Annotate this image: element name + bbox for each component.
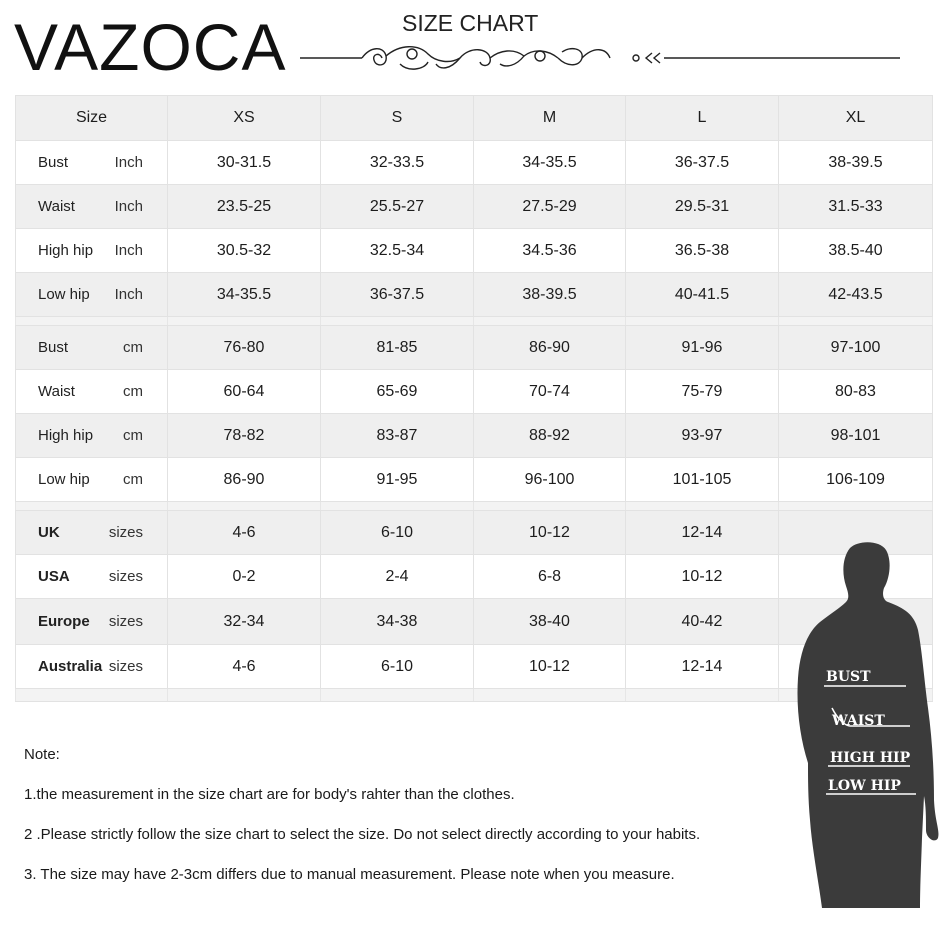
table-cell: 101-105 [626,458,779,502]
table-cell: 34-35.5 [474,141,626,185]
table-row [16,273,933,317]
table-cell: 30-31.5 [168,141,321,185]
table-cell: 6-8 [474,555,626,599]
size-l-header: L [626,96,779,141]
table-cell: 106-109 [779,458,933,502]
unit-label: sizes [108,613,143,630]
note-line-2: 2 .Please strictly follow the size chart to select the size. Do not select directly according to your habits. [24,826,701,843]
table-cell: 86-90 [168,458,321,502]
unit-label: sizes [108,658,143,675]
table-cell: 38-40 [474,599,626,645]
table-row [16,185,933,229]
measure-label: Low hip [38,471,90,488]
table-cell: 4-6 [168,645,321,689]
high-hip-label: HIGH HIP [830,750,911,766]
table-cell: 0-2 [168,555,321,599]
unit-label: Inch [114,286,143,303]
unit-label: cm [123,427,143,444]
unit-label: sizes [108,524,143,541]
measure-label: Waist [38,383,75,400]
decorative-ornament [300,36,910,80]
note-line-1: 1.the measurement in the size chart are for body's rahter than the clothes. [24,786,515,803]
measure-label: High hip [38,242,94,259]
page-title: SIZE CHART [402,10,539,36]
unit-label: cm [123,339,143,356]
table-cell: 30.5-32 [168,229,321,273]
table-cell: 34.5-36 [474,229,626,273]
unit-label: cm [123,383,143,400]
measure-label: Australia [38,658,103,675]
table-row [16,414,933,458]
size-xl-header: XL [779,96,933,141]
table-cell: 96-100 [474,458,626,502]
table-cell: 6-10 [321,645,474,689]
measure-label: UK [38,524,60,541]
table-row [16,326,933,370]
table-row [16,458,933,502]
table-cell: 75-79 [626,370,779,414]
size-xs-header: XS [168,96,321,141]
table-cell: 32-34 [168,599,321,645]
size-m-header: M [474,96,626,141]
table-cell: 42-43.5 [779,273,933,317]
table-cell: 80-83 [779,370,933,414]
measure-label: Waist [38,198,75,215]
table-cell: 10-12 [474,645,626,689]
table-cell: 12-14 [626,645,779,689]
bust-label: BUST [826,669,871,685]
table-cell: 6-10 [321,511,474,555]
unit-label: Inch [114,198,143,215]
table-cell: 34-38 [321,599,474,645]
measure-label: USA [38,568,70,585]
table-cell: 10-12 [474,511,626,555]
table-cell: 34-35.5 [168,273,321,317]
measure-label: Bust [38,154,69,171]
table-cell: 25.5-27 [321,185,474,229]
table-cell: 81-85 [321,326,474,370]
table-cell: 2-4 [321,555,474,599]
measure-label: High hip [38,427,94,444]
table-cell: 98-101 [779,414,933,458]
table-cell: 86-90 [474,326,626,370]
size-s-header: S [321,96,474,141]
table-cell: 27.5-29 [474,185,626,229]
table-cell: 32-33.5 [321,141,474,185]
table-cell: 12-14 [626,511,779,555]
table-cell: 40-41.5 [626,273,779,317]
table-cell: 40-42 [626,599,779,645]
table-cell: 36.5-38 [626,229,779,273]
table-cell: 83-87 [321,414,474,458]
table-cell: 76-80 [168,326,321,370]
table-cell: 36-37.5 [626,141,779,185]
size-header-cell: Size [16,96,168,141]
unit-label: Inch [114,242,143,259]
note-line-3: 3. The size may have 2-3cm differs due to manual measurement. Please note when you measure. [24,866,675,883]
table-cell: 31.5-33 [779,185,933,229]
table-spacer [16,502,933,511]
table-cell: 32.5-34 [321,229,474,273]
note-heading: Note: [24,746,60,763]
measure-label: Low hip [38,286,90,303]
unit-label: Inch [114,154,143,171]
table-cell: 91-96 [626,326,779,370]
table-cell: 97-100 [779,326,933,370]
unit-label: sizes [108,568,143,585]
low-hip-label: LOW HIP [828,778,901,794]
table-cell: 38.5-40 [779,229,933,273]
table-cell: 60-64 [168,370,321,414]
table-cell: 70-74 [474,370,626,414]
table-cell: 38-39.5 [474,273,626,317]
table-row [16,229,933,273]
header-row [16,96,933,141]
unit-label: cm [123,471,143,488]
table-cell: 10-12 [626,555,779,599]
table-cell: 4-6 [168,511,321,555]
table-cell: 23.5-25 [168,185,321,229]
measure-label: Bust [38,339,69,356]
table-cell: 93-97 [626,414,779,458]
table-spacer [16,317,933,326]
table-cell: 88-92 [474,414,626,458]
table-cell: 91-95 [321,458,474,502]
measure-label: Europe [38,613,90,630]
table-row [16,141,933,185]
table-cell: 29.5-31 [626,185,779,229]
waist-label: WAIST [832,713,885,729]
table-cell: 65-69 [321,370,474,414]
table-row [16,370,933,414]
table-cell: 78-82 [168,414,321,458]
table-cell: 36-37.5 [321,273,474,317]
table-cell: 38-39.5 [779,141,933,185]
brand-logo: VAZOCA [14,10,287,84]
body-silhouette-illustration [788,538,950,908]
